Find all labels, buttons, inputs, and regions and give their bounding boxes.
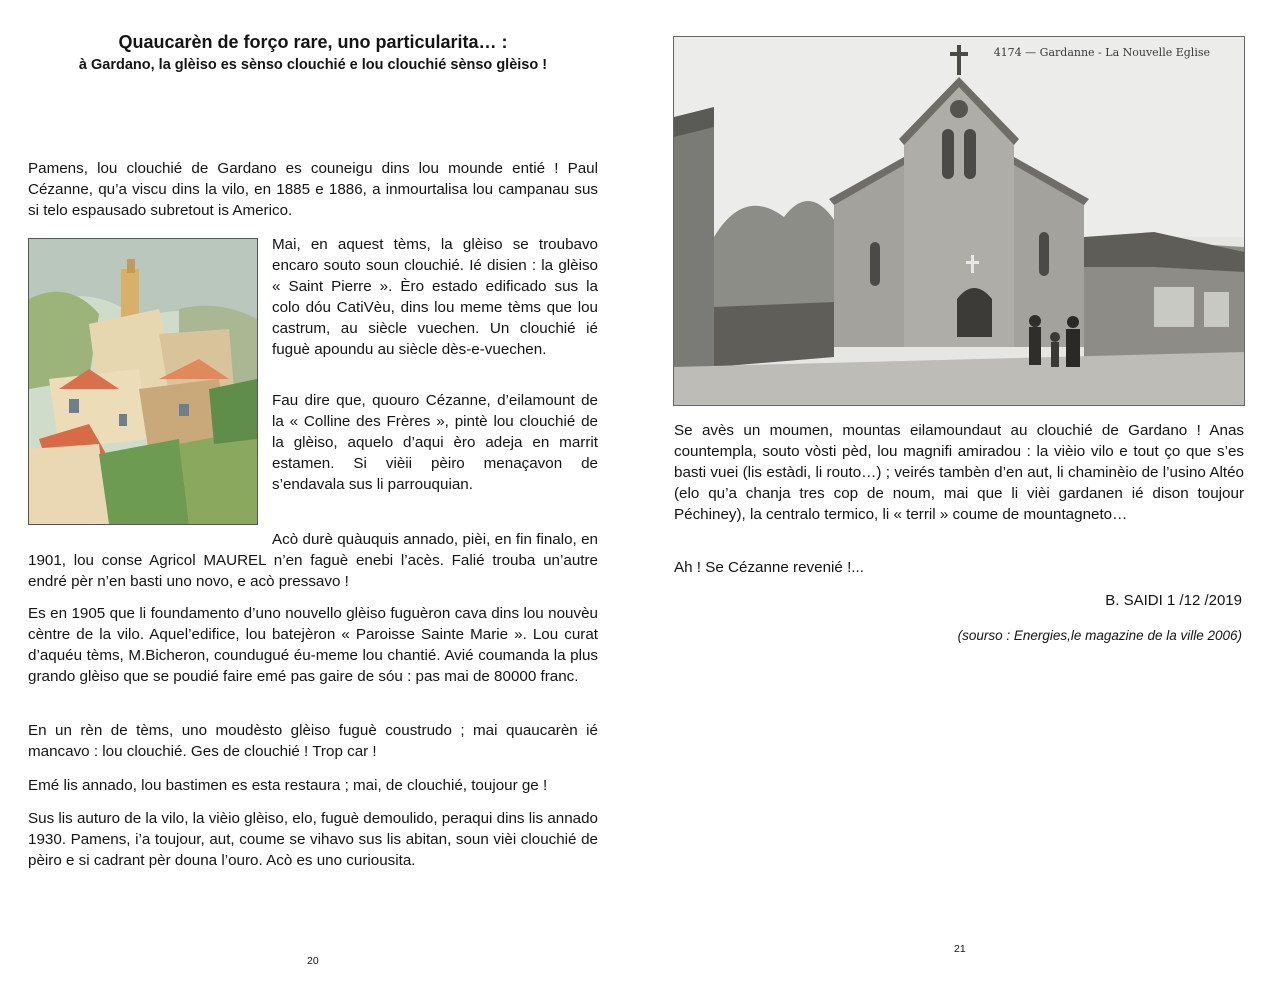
church-photo-image [673, 36, 1245, 406]
paragraph-moudesto: En un rèn de tèms, uno moudèsto glèiso fuguè coustrudo ; mai quaucarèn ié mancavo : lou clouchié. Ges de clouchié ! Trop car ! [28, 722, 598, 760]
paragraph-intro: Pamens, lou clouchié de Gardano es couneigu dins lou mounde entié ! Paul Cézanne, qu’a viscu dins la vilo, en 1885 e 1886, a inmourtalisa lou campanau sus si telo espausado subretout is Americo. [28, 160, 598, 219]
church-photo-illustration [674, 37, 1244, 405]
paragraph-1905: Es en 1905 que li foundamento d’uno nouvello glèiso fuguèron cava dins lou nouvèu cèntre de la vilo. Aquel’edifice, lou batejèron « Paroisse Sainte Marie ». Lou curat d’aquéu tèms, M.Bicheron, coundugué éu-meme lou chantié. Avié coumanda la plus grando glèiso que se poudié faire emé pas gaire de sóu : pas mai de 80000 franc. [28, 605, 598, 685]
article-subtitle: à Gardano, la glèiso es sènso clouchié e lou clouchié sènso glèiso ! [78, 57, 548, 73]
paragraph-saint-pierre: Mai, en aquest tèms, la glèiso se troubavo encaro souto soun clouchié. Ié disien : la glèiso « Saint Pierre ». Èro estado edificado sus la colo dóu CatiVèu, dins lou meme tèms que lou castrum, au siècle vuechen. Un clouchié ié fuguè apoundu au siècle dès-e-vuechen. [272, 236, 598, 358]
paragraph-1901: Acò durè quàuquis annado, pièi, en fin finalo, en 1901, lou conse Agricol MAUREL n’en faguè enebi l’acès. Falié trouba un’autre endré pèr n’en basti uno novo, e acò pressavo ! [28, 531, 598, 590]
paragraph-restaura: Emé lis annado, lou bastimen es esta restaura ; mai, de clouchié, toujour ge ! [28, 777, 548, 794]
cezanne-painting-image [28, 238, 258, 525]
paragraph-auturo: Sus lis auturo de la vilo, la vièio glèiso, elo, fuguè demoulido, peraqui dins lis annado 1930. Pamens, i’a toujour, aut, coume se vihavo sus lis abitan, soun vièi clouchié de pèiro e si cadrant pèr douna l’ouro. Acò es uno curiousita. [28, 810, 598, 869]
paragraph-colline: Fau dire que, quouro Cézanne, d’eilamount de la « Colline des Frères », pintè lou clouchié de la glèiso, aquelo d’aqui èro adeja en marrit estamen. Si vièii pèiro menaçavon de s’endavala sus li parrouquian. [272, 392, 598, 493]
photo-caption: 4174 — Gardanne - La Nouvelle Eglise [993, 46, 1210, 59]
article-title: Quaucarèn de forço rare, uno particularita… : [118, 32, 508, 52]
page-number-left: 20 [307, 955, 319, 967]
paragraph-amiradou: Se avès un moumen, mountas eilamoundaut au clouchié de Gardano ! Anas countempla, souto vòsti pèd, lou magnifi amiradou : la vièio vilo e tout ço que s’es basti vuei (lis estàdi, li routo…) ; veirés tambèn d’en aut, li chaminèio de l’usino Altéo (elo qu’a chanja tres cop de noum, mai que li vièi gardanen ié dison toujour Péchiney), la centralo termico, li « terril » coume de mountagneto… [674, 422, 1244, 523]
painting-illustration [29, 239, 257, 524]
page-number-right: 21 [954, 943, 966, 955]
paragraph-cezanne-revenie: Ah ! Se Cézanne revenié !... [674, 559, 864, 576]
source-citation: (sourso : Energies,le magazine de la ville 2006) [957, 628, 1242, 643]
author-signature: B. SAIDI 1 /12 /2019 [1105, 592, 1242, 609]
right-page [640, 0, 1280, 985]
